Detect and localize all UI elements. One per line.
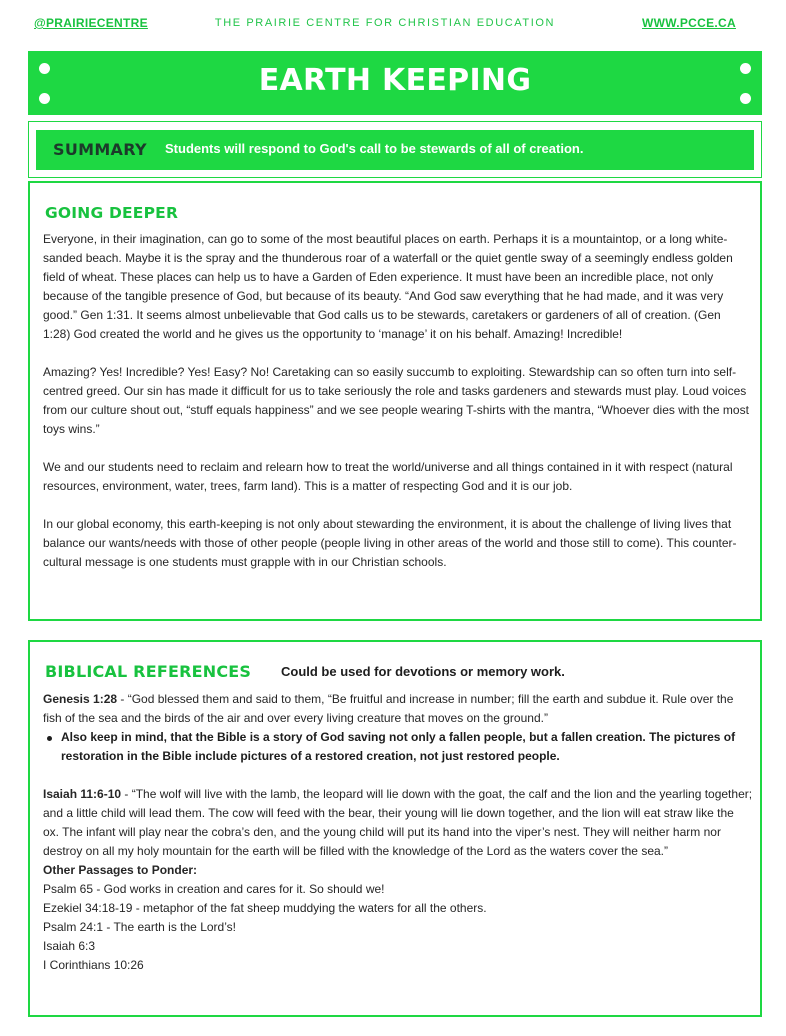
biblical-references-body <box>43 690 753 975</box>
going-deeper-body <box>43 230 751 591</box>
paragraph: We and our students need to reclaim and relearn how to treat the world/universe and all things contained in it with respect (natural resources, environment, water, trees, farm land). This is a matter of respecting God and it is our job. <box>43 460 733 493</box>
other-passages-title: Other Passages to Ponder: <box>43 863 198 877</box>
genesis-passage <box>43 690 753 728</box>
list-item: I Corinthians 10:26 <box>43 958 144 972</box>
biblical-references-heading: BIBLICAL REFERENCES <box>45 662 252 681</box>
summary-text: Students will respond to God's call to be stewards of all of creation. <box>165 141 584 156</box>
summary-bar <box>36 130 754 170</box>
list-item: Psalm 24:1 - The earth is the Lord’s! <box>43 920 236 934</box>
paragraph: Amazing? Yes! Incredible? Yes! Easy? No! Caretaking can so easily succumb to exploiting. Stewardship can so often turn into self-centred greed. Our sin has made it difficult for us to take seriously the role and tasks gardeners and stewards must play. Loud voices from our culture shout out, “stuff equals happiness” and we see people wearing T-shirts with the mantra, “Whoever dies with the most toys wins.” <box>43 365 749 436</box>
website-link[interactable]: WWW.PCCE.CA <box>642 16 736 30</box>
paragraph: Everyone, in their imagination, can go to some of the most beautiful places on earth. Perhaps it is a mountaintop, or a long white-sanded beach. Maybe it is the spray and the thunderous roar of a waterfall or the quiet gentle sway of a seemingly endless golden field of wheat. These places can help us to have a Garden of Eden experience. It must have been an incredible place, not only because of the tangible presence of God, but because of its beauty. “And God saw everything that he had made, and it was very good.” Gen 1:31. It seems almost unbelievable that God calls us to be stewards, caretakers or gardeners of all of creation. (Gen 1:28) God created the world and he gives us the opportunity to ‘manage’ it on his behalf. Amazing! Incredible! <box>43 232 733 341</box>
paragraph: In our global economy, this earth-keeping is not only about stewarding the environment, it is about the challenge of living lives that balance our wants/needs with those of other people (people living in other areas of the world and those still to come). This counter-cultural message is one students must grapple with in our Christian schools. <box>43 517 737 569</box>
scripture-text: - “The wolf will live with the lamb, the leopard will lie down with the goat, the calf and the lion and the yearling together; and a little child will lead them. The cow will feed with the bear, their young will lie down together, and the lion will eat straw like the ox. The infant will play near the cobra’s den, and the young child will put its hand into the viper’s nest. They will neither harm nor destroy on all my holy mountain for the earth will be filled with the knowledge of the Lord as the waters cover the sea.” <box>43 787 753 858</box>
scripture-reference: Genesis 1:28 <box>43 692 118 706</box>
list-item: Psalm 65 - God works in creation and cares for it. So should we! <box>43 882 385 896</box>
list-item: Also keep in mind, that the Bible is a story of God saving not only a fallen people, but a fallen creation. The pictures of restoration in the Bible include pictures of a restored creation, not just restored people. <box>43 728 753 766</box>
biblical-references-section <box>28 640 762 1017</box>
going-deeper-section <box>28 181 762 621</box>
social-handle-link[interactable]: @PRAIRIECENTRE <box>34 16 148 30</box>
list-item: Isaiah 6:3 <box>43 939 96 953</box>
isaiah-passage <box>43 785 753 861</box>
page-title: EARTH KEEPING <box>258 63 532 98</box>
scripture-text: - “God blessed them and said to them, “Be fruitful and increase in number; fill the earth and subdue it. Rule over the fish of the sea and the birds of the air and over every living creature that moves on the ground.” <box>43 692 734 725</box>
biblical-references-subheading: Could be used for devotions or memory work. <box>281 664 565 679</box>
top-header <box>28 16 742 34</box>
title-banner <box>28 51 762 115</box>
going-deeper-heading: GOING DEEPER <box>45 204 179 222</box>
scripture-reference: Isaiah 11:6-10 <box>43 787 122 801</box>
list-item: Ezekiel 34:18-19 - metaphor of the fat sheep muddying the waters for all the others. <box>43 901 487 915</box>
summary-section <box>28 121 762 178</box>
summary-label: SUMMARY <box>53 140 147 159</box>
organization-name: THE PRAIRIE CENTRE FOR CHRISTIAN EDUCATION <box>214 17 556 29</box>
